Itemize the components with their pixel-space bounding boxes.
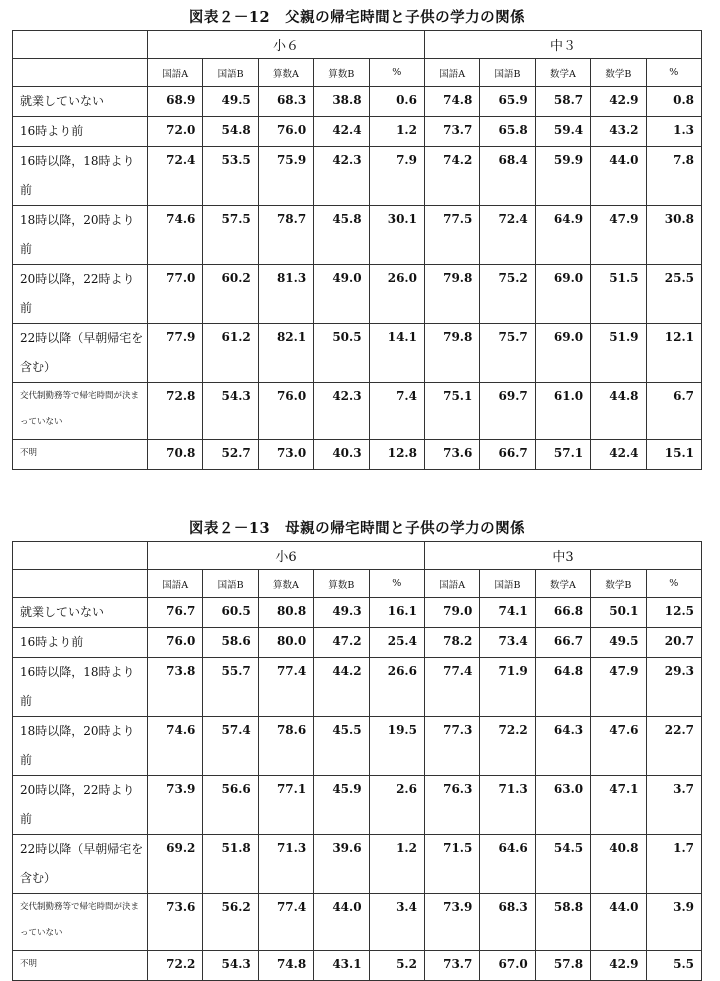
value-cell: 77.4 [258,894,313,951]
value-cell: 69.7 [480,383,535,440]
value-cell: 7.4 [369,383,424,440]
value-cell: 64.8 [535,658,590,717]
column-header: 算数A [258,59,313,87]
value-cell: 14.1 [369,324,424,383]
value-cell: 50.1 [591,598,646,628]
value-cell: 30.8 [646,206,701,265]
value-cell: 64.6 [480,835,535,894]
value-cell: 65.9 [480,87,535,117]
value-cell: 77.1 [258,776,313,835]
value-cell: 59.4 [535,117,590,147]
value-cell: 3.4 [369,894,424,951]
value-cell: 81.3 [258,265,313,324]
table-row [13,117,702,147]
row-label: 20時以降，22時より前 [13,265,148,324]
value-cell: 73.6 [424,440,479,470]
table-row [13,951,702,981]
value-cell: 42.9 [591,951,646,981]
value-cell: 42.3 [314,147,369,206]
value-cell: 0.6 [369,87,424,117]
value-cell: 77.9 [148,324,203,383]
value-cell: 44.8 [591,383,646,440]
row-label: 16時より前 [13,628,148,658]
value-cell: 67.0 [480,951,535,981]
value-cell: 6.7 [646,383,701,440]
value-cell: 22.7 [646,717,701,776]
table-block-mother [12,517,702,981]
value-cell: 44.0 [591,147,646,206]
value-cell: 53.5 [203,147,258,206]
column-header: 国語B [203,59,258,87]
row-label: 18時以降，20時より前 [13,206,148,265]
value-cell: 74.2 [424,147,479,206]
group-header-elementary: 小６ [148,31,425,59]
value-cell: 76.7 [148,598,203,628]
value-cell: 68.3 [258,87,313,117]
value-cell: 58.7 [535,87,590,117]
table-row [13,894,702,951]
value-cell: 12.1 [646,324,701,383]
value-cell: 54.3 [203,383,258,440]
table-row [13,147,702,206]
corner-cell [13,542,148,570]
column-header: % [646,570,701,598]
value-cell: 44.2 [314,658,369,717]
value-cell: 16.1 [369,598,424,628]
value-cell: 54.5 [535,835,590,894]
value-cell: 7.9 [369,147,424,206]
value-cell: 72.0 [148,117,203,147]
value-cell: 25.4 [369,628,424,658]
row-label: 22時以降（早朝帰宅を含む） [13,835,148,894]
value-cell: 73.7 [424,951,479,981]
value-cell: 72.4 [148,147,203,206]
value-cell: 79.0 [424,598,479,628]
value-cell: 25.5 [646,265,701,324]
value-cell: 43.1 [314,951,369,981]
value-cell: 74.6 [148,206,203,265]
value-cell: 49.0 [314,265,369,324]
value-cell: 57.1 [535,440,590,470]
value-cell: 3.7 [646,776,701,835]
value-cell: 73.7 [424,117,479,147]
value-cell: 47.1 [591,776,646,835]
value-cell: 40.8 [591,835,646,894]
value-cell: 61.2 [203,324,258,383]
value-cell: 51.9 [591,324,646,383]
value-cell: 82.1 [258,324,313,383]
value-cell: 69.2 [148,835,203,894]
column-header: 算数B [314,570,369,598]
table-row [13,87,702,117]
value-cell: 74.1 [480,598,535,628]
value-cell: 59.9 [535,147,590,206]
group-header-elementary: 小6 [148,542,425,570]
value-cell: 52.7 [203,440,258,470]
value-cell: 57.8 [535,951,590,981]
value-cell: 71.3 [480,776,535,835]
value-cell: 71.5 [424,835,479,894]
row-label: 交代制勤務等で帰宅時間が決まっていない [13,383,148,440]
table-row [13,776,702,835]
corner-cell [13,570,148,598]
row-label: 22時以降（早朝帰宅を含む） [13,324,148,383]
table-row [13,628,702,658]
value-cell: 39.6 [314,835,369,894]
column-header: % [369,570,424,598]
value-cell: 73.9 [148,776,203,835]
value-cell: 66.7 [535,628,590,658]
value-cell: 47.9 [591,206,646,265]
value-cell: 19.5 [369,717,424,776]
value-cell: 78.2 [424,628,479,658]
value-cell: 72.4 [480,206,535,265]
value-cell: 60.5 [203,598,258,628]
table-row [13,598,702,628]
column-header: % [369,59,424,87]
table-row [13,324,702,383]
value-cell: 75.2 [480,265,535,324]
value-cell: 38.8 [314,87,369,117]
value-cell: 40.3 [314,440,369,470]
value-cell: 77.0 [148,265,203,324]
value-cell: 68.3 [480,894,535,951]
value-cell: 7.8 [646,147,701,206]
value-cell: 76.0 [148,628,203,658]
column-header: 算数A [258,570,313,598]
corner-cell [13,31,148,59]
value-cell: 45.5 [314,717,369,776]
table-block-father [12,6,702,470]
value-cell: 1.7 [646,835,701,894]
value-cell: 72.8 [148,383,203,440]
value-cell: 47.2 [314,628,369,658]
table-row [13,658,702,717]
row-label: 16時以降，18時より前 [13,147,148,206]
value-cell: 42.4 [314,117,369,147]
value-cell: 42.9 [591,87,646,117]
value-cell: 5.5 [646,951,701,981]
value-cell: 80.8 [258,598,313,628]
value-cell: 50.5 [314,324,369,383]
value-cell: 75.9 [258,147,313,206]
value-cell: 77.5 [424,206,479,265]
value-cell: 57.5 [203,206,258,265]
row-label: 16時以降，18時より前 [13,658,148,717]
value-cell: 49.3 [314,598,369,628]
value-cell: 64.9 [535,206,590,265]
value-cell: 45.8 [314,206,369,265]
group-header-junior-high: 中3 [424,542,701,570]
value-cell: 75.1 [424,383,479,440]
value-cell: 30.1 [369,206,424,265]
value-cell: 1.3 [646,117,701,147]
row-label: 20時以降，22時より前 [13,776,148,835]
table-row [13,206,702,265]
value-cell: 80.0 [258,628,313,658]
row-label: 就業していない [13,87,148,117]
value-cell: 69.0 [535,324,590,383]
row-label: 16時より前 [13,117,148,147]
value-cell: 26.6 [369,658,424,717]
value-cell: 76.3 [424,776,479,835]
value-cell: 20.7 [646,628,701,658]
value-cell: 69.0 [535,265,590,324]
value-cell: 74.8 [424,87,479,117]
row-label: 就業していない [13,598,148,628]
value-cell: 29.3 [646,658,701,717]
value-cell: 12.8 [369,440,424,470]
column-header: 算数B [314,59,369,87]
column-header: 国語B [203,570,258,598]
row-label: 18時以降，20時より前 [13,717,148,776]
value-cell: 5.2 [369,951,424,981]
value-cell: 42.4 [591,440,646,470]
value-cell: 60.2 [203,265,258,324]
value-cell: 58.6 [203,628,258,658]
value-cell: 77.3 [424,717,479,776]
value-cell: 72.2 [148,951,203,981]
value-cell: 56.2 [203,894,258,951]
column-header: 数学B [591,570,646,598]
value-cell: 58.8 [535,894,590,951]
value-cell: 73.6 [148,894,203,951]
value-cell: 51.5 [591,265,646,324]
data-table [12,541,702,981]
column-header: 国語B [480,59,535,87]
value-cell: 47.6 [591,717,646,776]
value-cell: 12.5 [646,598,701,628]
value-cell: 65.8 [480,117,535,147]
value-cell: 75.7 [480,324,535,383]
value-cell: 44.0 [591,894,646,951]
value-cell: 68.9 [148,87,203,117]
column-header: 国語A [148,59,203,87]
value-cell: 66.7 [480,440,535,470]
value-cell: 63.0 [535,776,590,835]
table-row [13,717,702,776]
value-cell: 79.8 [424,265,479,324]
value-cell: 64.3 [535,717,590,776]
row-label: 交代制勤務等で帰宅時間が決まっていない [13,894,148,951]
group-header-junior-high: 中３ [424,31,701,59]
value-cell: 45.9 [314,776,369,835]
value-cell: 54.8 [203,117,258,147]
value-cell: 56.6 [203,776,258,835]
table-row [13,440,702,470]
value-cell: 1.2 [369,117,424,147]
row-label: 不明 [13,951,148,981]
value-cell: 55.7 [203,658,258,717]
value-cell: 73.9 [424,894,479,951]
value-cell: 70.8 [148,440,203,470]
value-cell: 71.3 [258,835,313,894]
value-cell: 76.0 [258,117,313,147]
value-cell: 54.3 [203,951,258,981]
value-cell: 73.4 [480,628,535,658]
value-cell: 78.6 [258,717,313,776]
value-cell: 42.3 [314,383,369,440]
value-cell: 3.9 [646,894,701,951]
column-header: 国語B [480,570,535,598]
value-cell: 78.7 [258,206,313,265]
value-cell: 0.8 [646,87,701,117]
table-row [13,835,702,894]
value-cell: 2.6 [369,776,424,835]
value-cell: 61.0 [535,383,590,440]
value-cell: 1.2 [369,835,424,894]
corner-cell [13,59,148,87]
data-table [12,30,702,470]
value-cell: 73.0 [258,440,313,470]
table-title: 図表２－13 母親の帰宅時間と子供の学力の関係 [188,520,526,537]
value-cell: 51.8 [203,835,258,894]
value-cell: 74.6 [148,717,203,776]
column-header: 数学A [535,59,590,87]
value-cell: 44.0 [314,894,369,951]
column-header: % [646,59,701,87]
table-row [13,265,702,324]
value-cell: 73.8 [148,658,203,717]
column-header: 国語A [424,570,479,598]
value-cell: 49.5 [591,628,646,658]
value-cell: 72.2 [480,717,535,776]
value-cell: 57.4 [203,717,258,776]
column-header: 国語A [148,570,203,598]
value-cell: 71.9 [480,658,535,717]
value-cell: 76.0 [258,383,313,440]
value-cell: 47.9 [591,658,646,717]
column-header: 数学A [535,570,590,598]
value-cell: 66.8 [535,598,590,628]
value-cell: 49.5 [203,87,258,117]
value-cell: 79.8 [424,324,479,383]
value-cell: 77.4 [424,658,479,717]
row-label: 不明 [13,440,148,470]
column-header: 国語A [424,59,479,87]
value-cell: 77.4 [258,658,313,717]
table-row [13,383,702,440]
column-header: 数学B [591,59,646,87]
value-cell: 68.4 [480,147,535,206]
value-cell: 74.8 [258,951,313,981]
value-cell: 43.2 [591,117,646,147]
value-cell: 26.0 [369,265,424,324]
table-title: 図表２－12 父親の帰宅時間と子供の学力の関係 [188,9,526,26]
value-cell: 15.1 [646,440,701,470]
